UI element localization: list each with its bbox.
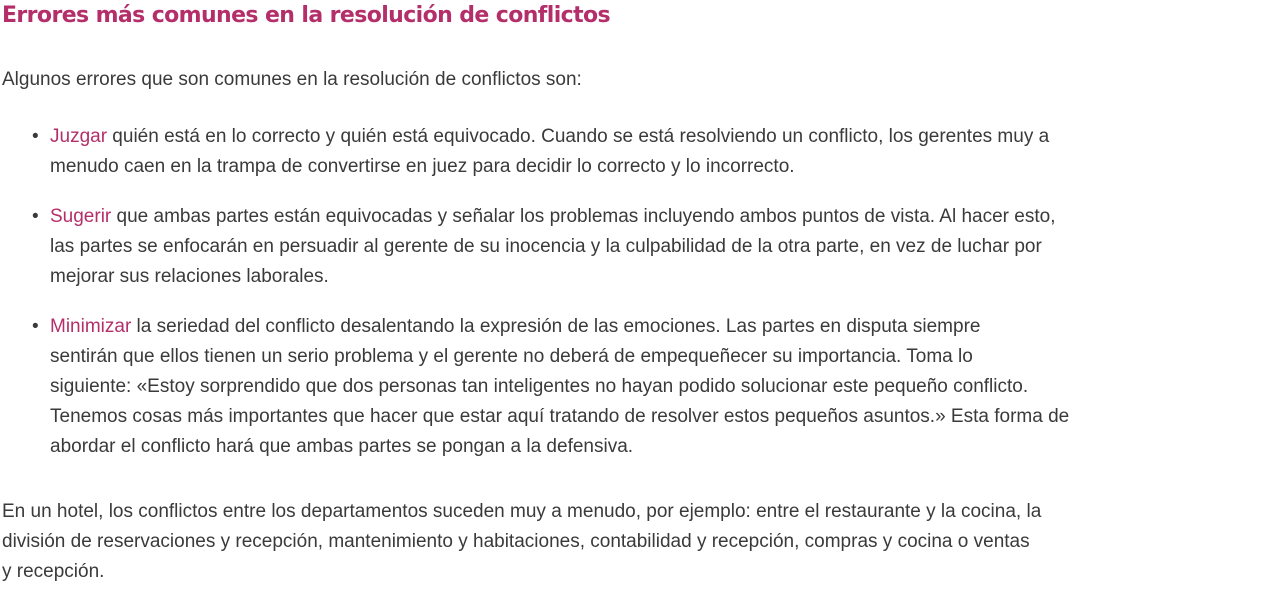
closing-line: división de reservaciones y recepción, mantenimiento y habitaciones, contabilidad y recepción, compras y cocina o ventas [2,531,1030,552]
bullet-icon: • [32,316,39,337]
bullet-icon: • [32,126,39,147]
item-text: menudo caen en la trampa de convertirse en juez para decidir lo correcto y lo incorrecto. [50,156,795,177]
section-title: Errores más comunes en la resolución de conflictos [2,3,611,28]
item-first-line [50,122,1270,152]
item-text: abordar el conflicto hará que ambas partes se pongan a la defensiva. [50,436,634,457]
closing-paragraph [2,497,1270,587]
item-text: la seriedad del conflicto desalentando la expresión de las emociones. Las partes en disputa siempre [131,316,981,337]
errors-list [2,122,1270,482]
closing-line: En un hotel, los conflictos entre los departamentos suceden muy a menudo, por ejemplo: entre el restaurante y la cocina, la [2,501,1042,522]
keyword-juzgar: Juzgar [50,126,108,147]
list-item-juzgar [2,122,1270,182]
list-item-sugerir [2,202,1270,292]
item-text: siguiente: «Estoy sorprendido que dos personas tan inteligentes no hayan podido solucionar este pequeño conflicto. [50,376,1029,397]
item-text: sentirán que ellos tienen un serio problema y el gerente no deberá de empequeñecer su importancia. Toma lo [50,346,973,367]
bullet-icon: • [32,206,39,227]
item-first-line [50,312,1270,342]
item-text: Tenemos cosas más importantes que hacer que estar aquí tratando de resolver estos pequeños asuntos.» Esta forma de [50,406,1070,427]
closing-line: y recepción. [2,561,105,582]
intro-paragraph: Algunos errores que son comunes en la resolución de conflictos son: [2,69,582,90]
keyword-minimizar: Minimizar [50,316,132,337]
keyword-sugerir: Sugerir [50,206,112,227]
item-text: que ambas partes están equivocadas y señalar los problemas incluyendo ambos puntos de vista. Al hacer esto, [111,206,1056,227]
item-text: quién está en lo correcto y quién está equivocado. Cuando se está resolviendo un conflicto, los gerentes muy a [107,126,1050,147]
item-text: las partes se enfocarán en persuadir al gerente de su inocencia y la culpabilidad de la otra parte, en vez de luchar por [50,236,1042,257]
item-text: mejorar sus relaciones laborales. [50,266,329,287]
item-first-line [50,202,1270,232]
list-item-minimizar [2,312,1270,462]
